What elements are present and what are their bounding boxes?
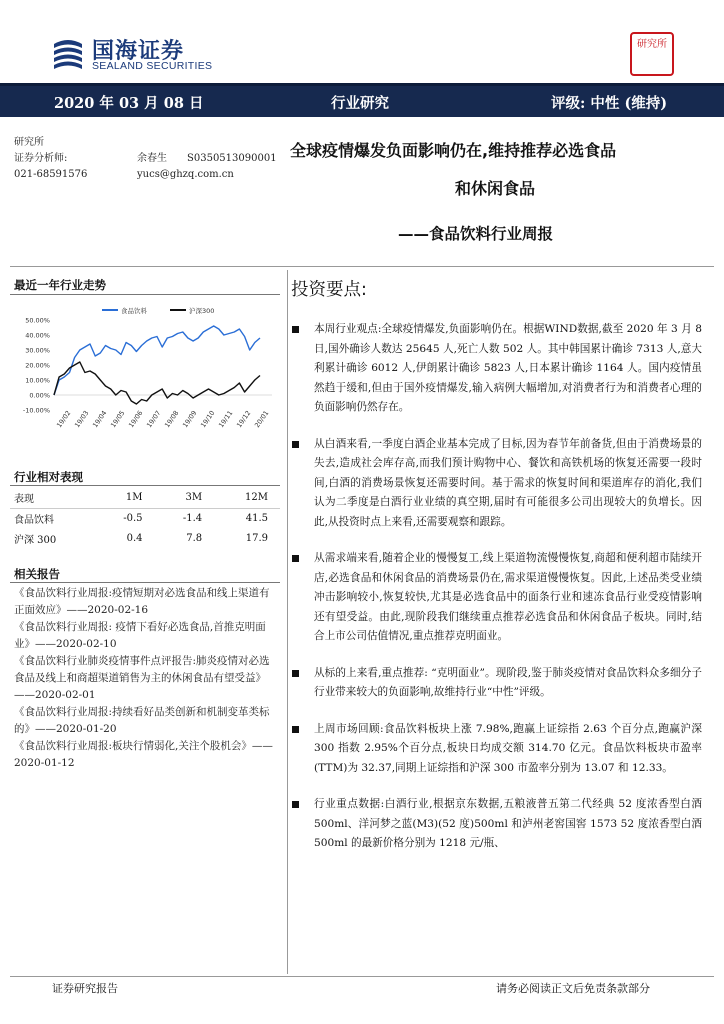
report-rating: 评级: 中性 (维持) xyxy=(551,95,668,112)
y-tick-label: 20.00% xyxy=(25,361,50,370)
footer-left: 证券研究报告 xyxy=(52,982,118,995)
column-divider xyxy=(287,270,288,974)
bullet-icon xyxy=(292,326,299,333)
bullet-icon xyxy=(292,726,299,733)
logo-cn: 国海证券 xyxy=(92,39,185,64)
x-tick-label: 19/09 xyxy=(181,409,199,430)
section-rule xyxy=(10,485,280,486)
report-link[interactable]: 《食品饮料行业周报:板块行情弱化,关注个股机会》——2020-01-12 xyxy=(14,740,273,769)
table-header: 1M xyxy=(95,488,155,508)
section-rule xyxy=(10,582,280,583)
x-tick-label: 19/05 xyxy=(109,409,127,430)
report-date: 2020 年 03 月 08 日 xyxy=(54,95,204,112)
table-row xyxy=(10,508,280,528)
analyst-detail xyxy=(137,151,277,183)
table-header-row xyxy=(10,488,280,508)
y-tick-label: 30.00% xyxy=(25,346,50,355)
x-tick-label: 19/08 xyxy=(163,409,181,430)
perf-title: 行业相对表现 xyxy=(14,470,83,484)
table-cell: 17.9 xyxy=(245,532,268,544)
analyst-name: 余春生 xyxy=(137,153,167,164)
x-tick-label: 19/04 xyxy=(91,409,109,430)
x-tick-label: 19/10 xyxy=(199,409,217,430)
reports-title: 相关报告 xyxy=(14,567,60,581)
footer-right: 请务必阅读正文后免责条款部分 xyxy=(496,982,650,995)
trend-title: 最近一年行业走势 xyxy=(14,278,106,292)
table-header: 表现 xyxy=(10,488,95,508)
bullet-text: 从标的上来看,重点推荐: “克明面业”。现阶段,鉴于肺炎疫情对食品饮料众多细分子行业带来较大的负面影响,故维持行业“中性”评级。 xyxy=(314,666,702,698)
y-tick-label: -10.00% xyxy=(22,406,50,415)
report-link[interactable]: 《食品饮料行业肺炎疫情事件点评报告:肺炎疫情对必选食品及线上和商超渠道销售为主的休闲食品有望受益》——2020-02-01 xyxy=(14,655,270,701)
research-seal-icon: 研究所 xyxy=(630,32,674,76)
x-tick-label: 19/03 xyxy=(73,409,91,430)
y-tick-label: 10.00% xyxy=(25,376,50,385)
report-link[interactable]: 《食品饮料行业周报: 疫情下看好必选食品,首推克明面业》——2020-02-10 xyxy=(14,621,266,650)
bullet-text: 行业重点数据:白酒行业,根据京东数据,五粮液普五第二代经典 52 度浓香型白酒 500ml、洋河梦之蓝(M3)(52 度)500ml 和泸州老窖国窖 1573 52 度浓香型白酒 500ml 的最新价格分别为 1218 元/瓶、 xyxy=(314,798,702,849)
x-tick-label: 19/12 xyxy=(235,409,253,430)
bullet-text: 从白酒来看,一季度白酒企业基本完成了目标,因为春节年前备货,但由于消费场景的失去,造成社会库存高,而我们预计购物中心、餐饮和高铁机场的恢复还需要一段时间,白酒的消费场景恢复还需要时间。基于需求的恢复时间和渠道库存的消化,我们认为二季度是白酒行业业绩的真空期,届时有可能很多公司出现较大的负增长。因此,从投资时点上来看,还需要观察和跟踪。 xyxy=(314,437,702,528)
bullet-text: 上周市场回顾:食品饮料板块上涨 7.98%,跑赢上证综指 2.63 个百分点,跑赢沪深 300 指数 2.95%个百分点,板块日均成交额 314.70 亿元。食品饮料板块市盈率(TTM)为 32.37,同期上证综指和沪深 300 市盈率分别为 13.07 和 12.33。 xyxy=(314,722,702,774)
legend-label: 食品饮料 xyxy=(121,307,147,315)
table-cell: 食品饮料 xyxy=(14,514,54,526)
invest-points xyxy=(290,320,702,871)
bullet-text: 从需求端来看,随着企业的慢慢复工,线上渠道物流慢慢恢复,商超和便利超市陆续开店,必选食品和休闲食品的消费场景仍在,需求渠道慢慢恢复。因此,上述品类受业绩冲击影响较小,恢复较快,尤其是必选食品中的面条行业和速冻食品行业受疫情影响还有望受益。由此,现阶段我们继续重点推荐必选食品和休闲食品子板块。同时,结合上市公司估值情况,重点推荐克明面业。 xyxy=(314,552,702,642)
table-cell: 0.4 xyxy=(126,532,143,544)
x-tick-label: 19/06 xyxy=(127,409,145,430)
table-header: 12M xyxy=(214,488,280,508)
legend-label: 沪深300 xyxy=(189,307,215,315)
table-cell: 41.5 xyxy=(245,512,268,524)
analyst-dept: 研究所 xyxy=(14,137,44,148)
x-tick-label: 19/11 xyxy=(217,409,235,430)
list-item xyxy=(290,795,702,854)
report-link[interactable]: 《食品饮料行业周报:疫情短期对必选食品和线上渠道有正面效应》——2020-02-16 xyxy=(14,587,270,616)
bullet-icon xyxy=(292,670,299,677)
performance-table xyxy=(10,488,280,548)
bullet-icon xyxy=(292,441,299,448)
trend-chart xyxy=(10,300,280,450)
bullet-icon xyxy=(292,801,299,808)
x-tick-label: 19/07 xyxy=(145,409,163,430)
y-tick-label: 0.00% xyxy=(29,391,50,400)
bullet-text: 本周行业观点:全球疫情爆发,负面影响仍在。根据WIND数据,截至 2020 年 3 月 8 日,国外确诊人数达 25645 人,死亡人数 502 人。其中韩国累计确诊 7313 人,意大利累计确诊 6012 人,伊朗累计确诊 5823 人,日本累计确诊 1164 人。国内疫情虽然趋于缓和,但由于国外疫情爆发,输入病例大幅增加,对消费者行为和消费者心理的负面影响仍然存在。 xyxy=(314,323,702,413)
report-subtitle: ——食品饮料行业周报 xyxy=(398,225,554,243)
report-category: 行业研究 xyxy=(331,95,389,112)
report-title-line2: 和休闲食品 xyxy=(454,179,535,198)
related-reports xyxy=(14,585,278,772)
sealand-logo-icon xyxy=(50,36,86,72)
report-link[interactable]: 《食品饮料行业周报:持续看好品类创新和机制变革类标的》——2020-01-20 xyxy=(14,706,270,735)
list-item xyxy=(290,435,702,533)
analyst-block xyxy=(14,135,87,183)
section-rule xyxy=(10,294,280,295)
divider xyxy=(10,266,714,267)
analyst-cert: S0350513090001 xyxy=(187,153,277,164)
x-tick-label: 20/01 xyxy=(253,409,271,430)
report-title-line1: 全球疫情爆发负面影响仍在,维持推荐必选食品 xyxy=(290,141,617,160)
analyst-phone: 021-68591576 xyxy=(14,169,88,180)
series-line xyxy=(54,362,260,404)
invest-title: 投资要点: xyxy=(291,280,367,300)
list-item xyxy=(290,720,702,779)
table-header: 3M xyxy=(155,488,215,508)
list-item xyxy=(290,664,702,703)
list-item xyxy=(290,549,702,647)
x-tick-label: 19/02 xyxy=(55,409,73,430)
header-bar xyxy=(0,83,724,117)
y-tick-label: 50.00% xyxy=(25,316,50,325)
table-cell: -1.4 xyxy=(182,512,203,524)
report-title xyxy=(290,132,700,208)
table-cell: 沪深 300 xyxy=(14,534,57,546)
table-row xyxy=(10,528,280,548)
logo-en: SEALAND SECURITIES xyxy=(92,60,213,72)
table-cell: -0.5 xyxy=(123,512,143,524)
bullet-icon xyxy=(292,555,299,562)
footer-rule xyxy=(10,976,714,977)
list-item xyxy=(290,320,702,418)
analyst-email: yucs@ghzq.com.cn xyxy=(137,169,234,180)
series-line xyxy=(54,326,260,395)
y-tick-label: 40.00% xyxy=(25,331,50,340)
table-cell: 7.8 xyxy=(186,532,203,544)
analyst-role: 证券分析师: xyxy=(14,153,68,164)
